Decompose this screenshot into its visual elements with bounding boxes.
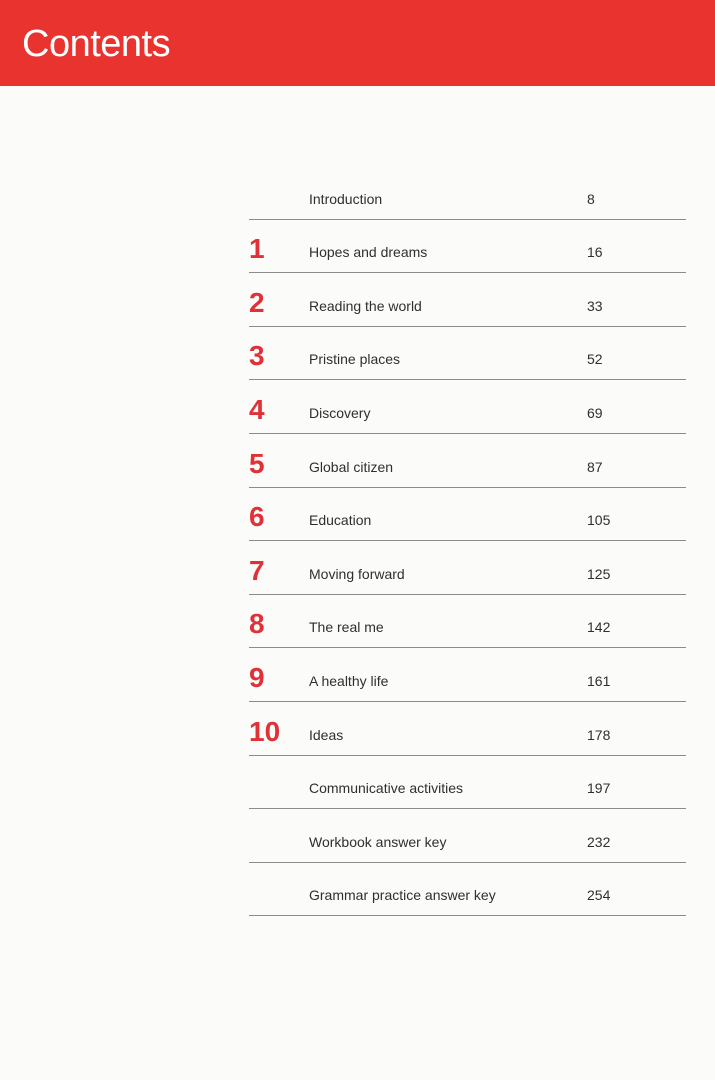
toc-row-unit-3: [249, 327, 686, 381]
entry-title: Moving forward: [309, 565, 405, 582]
unit-number: 4: [249, 393, 265, 425]
page-title: Contents: [22, 23, 171, 65]
toc-row-grammar-practice-answer-key: [249, 863, 686, 917]
unit-number: 6: [249, 501, 265, 533]
entry-page-number: 33: [587, 297, 603, 314]
toc-row-unit-5: [249, 434, 686, 488]
entry-title: A healthy life: [309, 672, 389, 689]
entry-title: Education: [309, 512, 372, 529]
toc-row-introduction: [249, 166, 686, 220]
toc-row-communicative-activities: [249, 756, 686, 810]
toc-row-workbook-answer-key: [249, 809, 686, 863]
unit-number: 3: [249, 340, 265, 372]
toc-row-unit-10: [249, 702, 686, 756]
entry-page-number: 197: [587, 780, 611, 797]
entry-title: The real me: [309, 619, 384, 636]
entry-page-number: 125: [587, 565, 611, 582]
entry-title: Hopes and dreams: [309, 244, 428, 261]
header-bar: [0, 0, 715, 86]
entry-page-number: 161: [587, 672, 611, 689]
unit-number: 7: [249, 554, 265, 586]
entry-page-number: 87: [587, 458, 603, 475]
entry-title: Reading the world: [309, 297, 422, 314]
entry-page-number: 178: [587, 726, 611, 743]
unit-number: 10: [249, 715, 281, 747]
entry-page-number: 52: [587, 351, 603, 368]
unit-number: 2: [249, 286, 265, 318]
entry-page-number: 105: [587, 512, 611, 529]
entry-title: Pristine places: [309, 351, 401, 368]
unit-number: 5: [249, 447, 265, 479]
entry-page-number: 69: [587, 404, 603, 421]
entry-title: Ideas: [309, 726, 344, 743]
entry-page-number: 8: [587, 190, 595, 207]
toc-row-unit-8: [249, 595, 686, 649]
entry-page-number: 142: [587, 619, 611, 636]
unit-number: 9: [249, 661, 265, 693]
toc-row-unit-1: [249, 220, 686, 274]
entry-title: Communicative activities: [309, 780, 464, 797]
entry-page-number: 254: [587, 887, 611, 904]
entry-title: Discovery: [309, 404, 371, 421]
entry-page-number: 232: [587, 833, 611, 850]
entry-title: Global citizen: [309, 458, 394, 475]
entry-title: Grammar practice answer key: [309, 887, 496, 904]
unit-number: 1: [249, 233, 265, 265]
toc-row-unit-4: [249, 380, 686, 434]
toc-row-unit-6: [249, 488, 686, 542]
entry-page-number: 16: [587, 244, 603, 261]
entry-title: Workbook answer key: [309, 833, 447, 850]
toc-row-unit-7: [249, 541, 686, 595]
unit-number: 8: [249, 608, 265, 640]
toc-row-unit-2: [249, 273, 686, 327]
entry-title: Introduction: [309, 190, 383, 207]
toc-row-unit-9: [249, 648, 686, 702]
table-of-contents: [249, 166, 686, 916]
